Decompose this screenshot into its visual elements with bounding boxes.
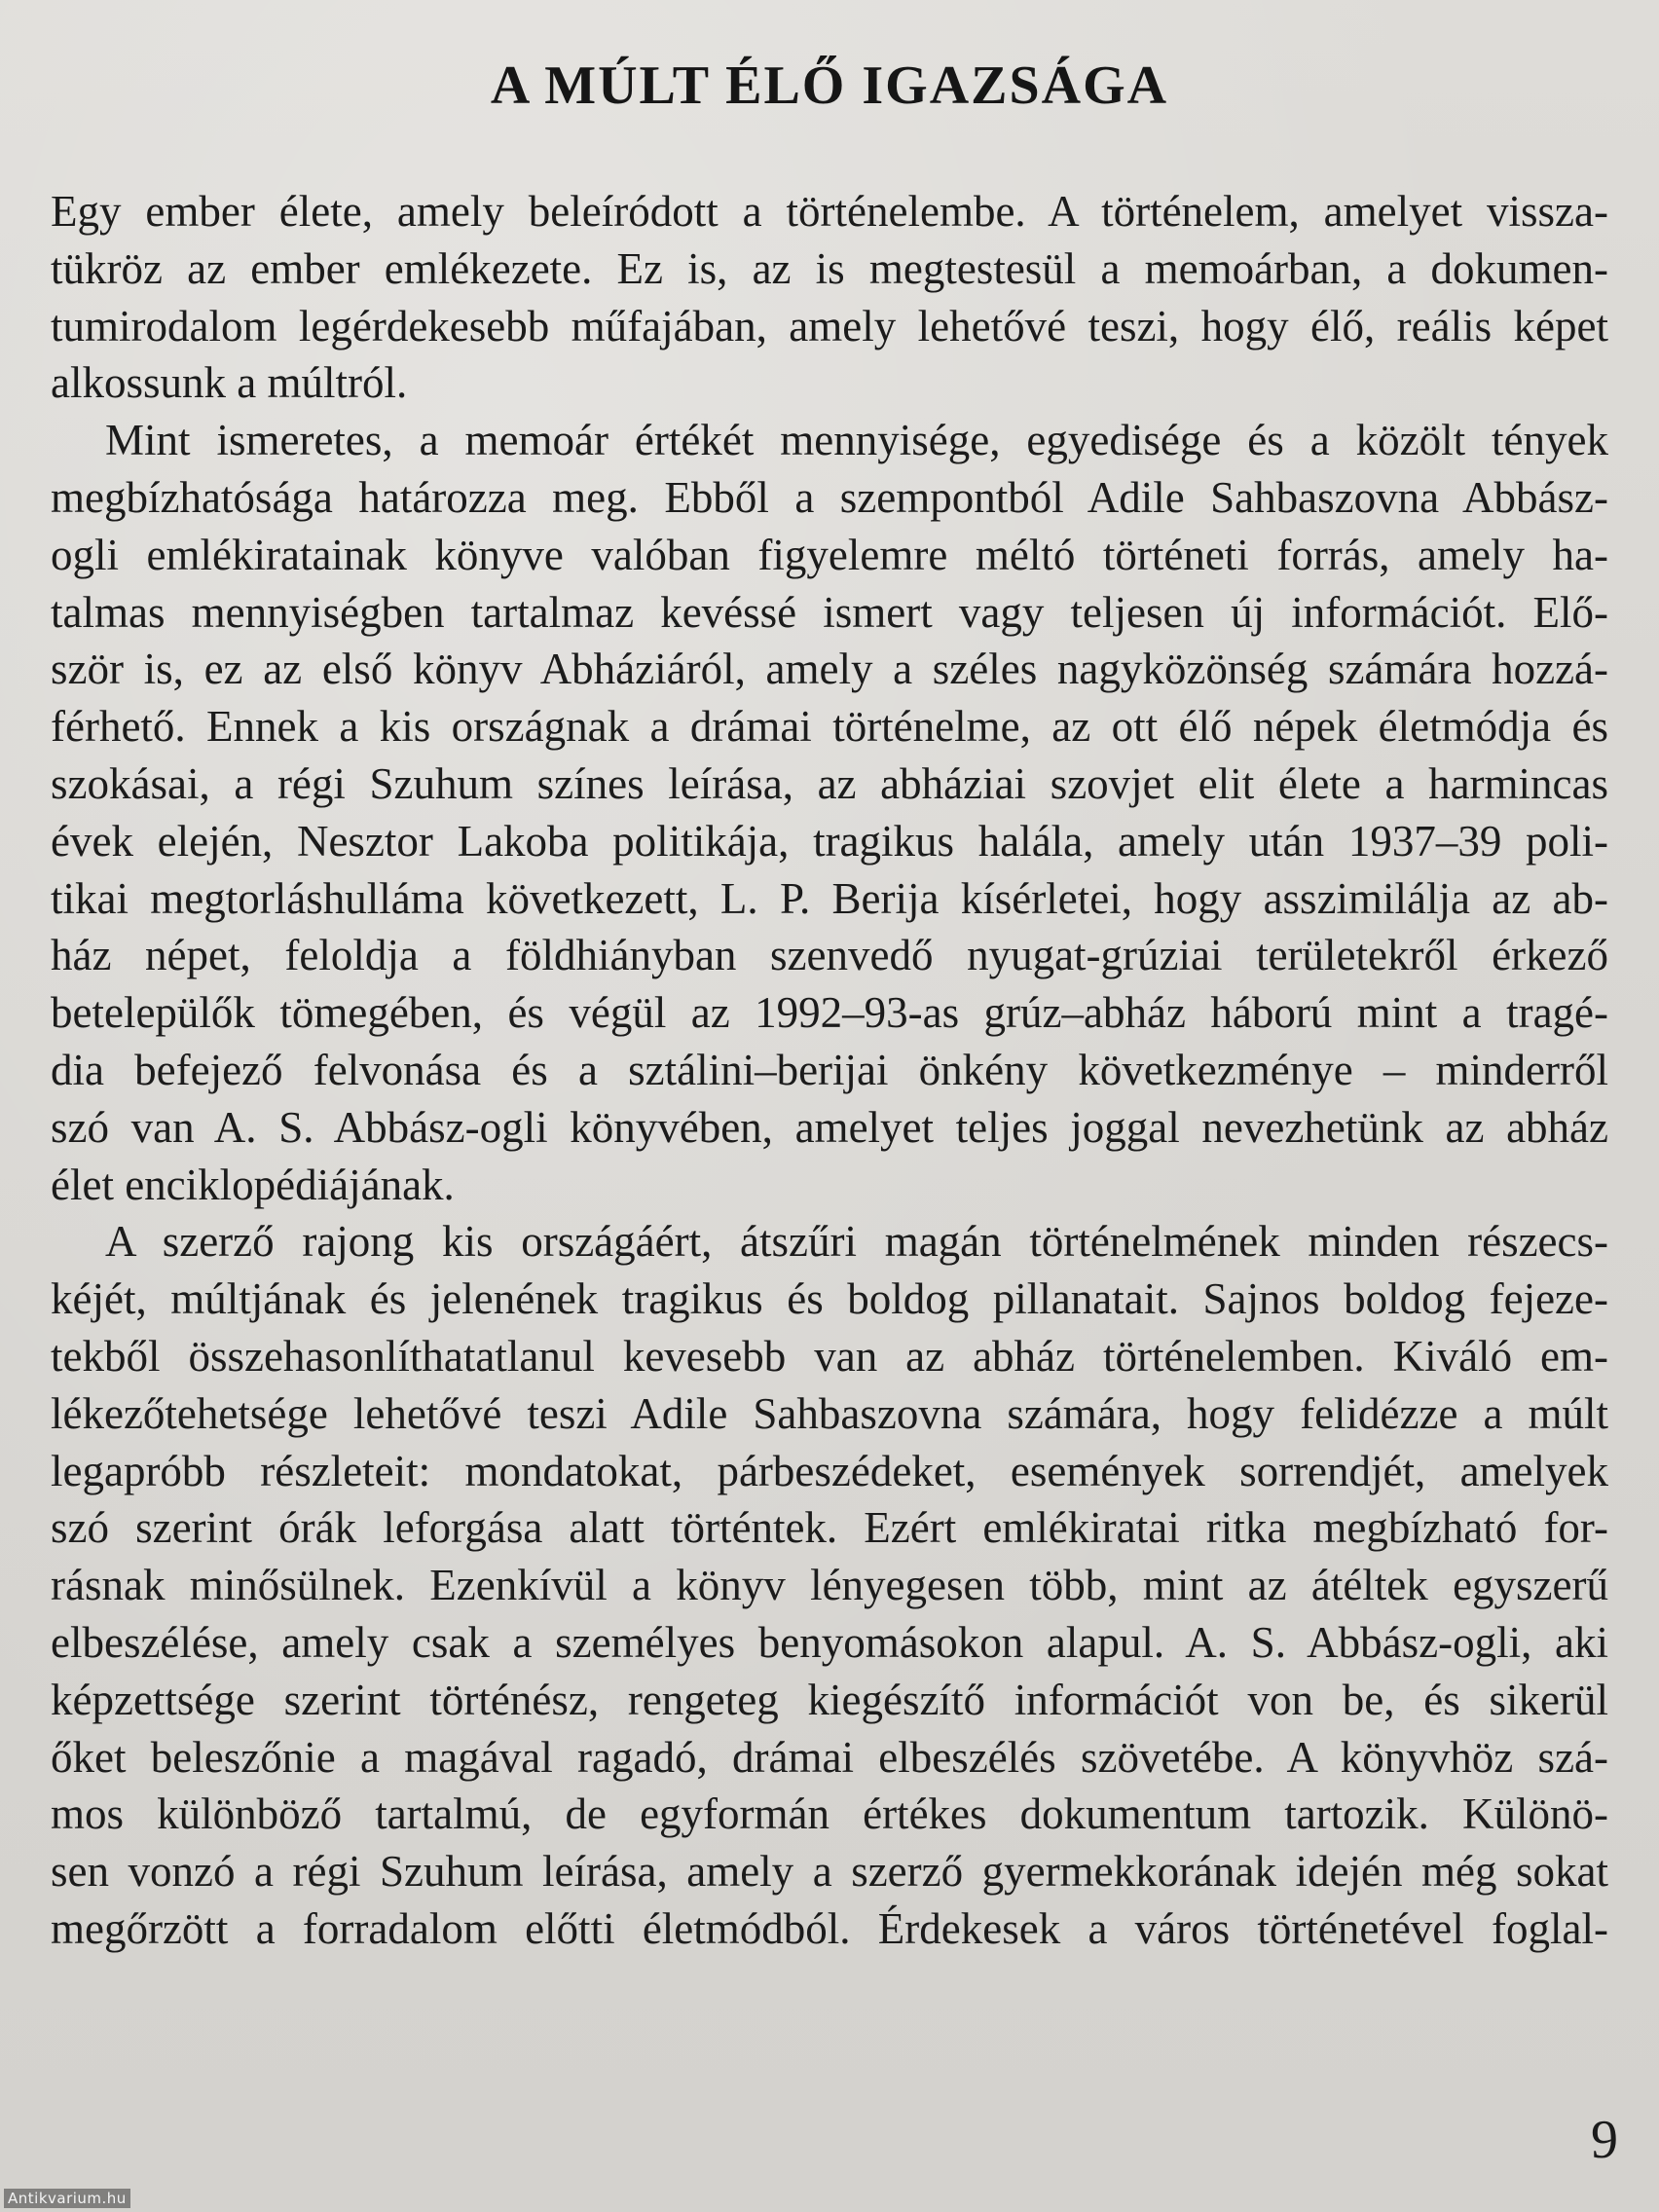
text-line: elbeszélése, amely csak a személyes benyomásokon alapul. A. S. Abbász-ogli, aki [51, 1617, 1608, 1667]
text-line: évek elején, Nesztor Lakoba politikája, tragikus halála, amely után 1937–39 poli- [51, 816, 1608, 866]
text-line: tikai megtorláshulláma következett, L. P. Berija kísérletei, hogy asszimilálja az ab- [51, 873, 1608, 923]
text-line: rásnak minősülnek. Ezenkívül a könyv lényegesen több, mint az átéltek egyszerű [51, 1561, 1608, 1610]
body-text [51, 183, 1608, 1958]
page-number: 9 [1591, 2110, 1618, 2170]
text-line: tükröz az ember emlékezete. Ez is, az is megtestesül a memoárban, a dokumen- [51, 243, 1608, 293]
text-line: alkossunk a múltról. [51, 358, 408, 408]
text-line: betelepülők tömegében, és végül az 1992–93-as grúz–abház háború mint a tragé- [51, 988, 1608, 1038]
text-line: szó van A. S. Abbász-ogli könyvében, amelyet teljes joggal nevezhetünk az abház [51, 1102, 1608, 1152]
text-line: megőrzött a forradalom előtti életmódból. Érdekesek a város történetével foglal- [51, 1903, 1608, 1953]
text-line: tekből összehasonlíthatatlanul kevesebb van az abház történelemben. Kiváló em- [51, 1331, 1608, 1381]
text-line: sen vonzó a régi Szuhum leírása, amely a szerző gyermekkorának idején még sokat [51, 1847, 1608, 1897]
paragraph-1 [51, 183, 1608, 412]
text-line: talmas mennyiségben tartalmaz kevéssé ismert vagy teljesen új információt. Elő- [51, 587, 1608, 637]
text-line: dia befejező felvonása és a sztálini–berijai önkény következménye – minderről [51, 1045, 1608, 1094]
text-line: Mint ismeretes, a memoár értékét mennyisége, egyedisége és a közölt tények [105, 416, 1608, 465]
text-line: lékezőtehetsége lehetővé teszi Adile Sahbaszovna számára, hogy felidézze a múlt [51, 1388, 1608, 1438]
text-line: legapróbb részleteit: mondatokat, párbeszédeket, események sorrendjét, amelyek [51, 1446, 1608, 1495]
text-line: Egy ember élete, amely beleíródott a történelembe. A történelem, amelyet vissza- [51, 187, 1608, 236]
text-line: kéjét, múltjának és jelenének tragikus és boldog pillanatait. Sajnos boldog fejeze- [51, 1274, 1608, 1324]
chapter-title: A MÚLT ÉLŐ IGAZSÁGA [490, 55, 1169, 116]
text-line: képzettsége szerint történész, rengeteg kiegészítő információt von be, és sikerül [51, 1675, 1608, 1724]
text-line: szó szerint órák leforgása alatt történtek. Ezért emlékiratai ritka megbízható for- [51, 1503, 1608, 1553]
text-line: ház népet, feloldja a földhiányban szenvedő nyugat-grúziai területekről érkező [51, 931, 1608, 980]
text-line: ször is, ez az első könyv Abháziáról, amely a széles nagyközönség számára hozzá- [51, 645, 1608, 694]
text-line: szokásai, a régi Szuhum színes leírása, az abháziai szovjet elit élete a harmincas [51, 758, 1608, 808]
text-line: őket beleszőnie a magával ragadó, drámai elbeszélés szövetébe. A könyvhöz szá- [51, 1732, 1608, 1782]
text-line: A szerző rajong kis országáért, átszűri magán történelmének minden részecs- [105, 1217, 1608, 1267]
text-line: ogli emlékiratainak könyve valóban figyelemre méltó történeti forrás, amely ha- [51, 530, 1608, 579]
text-line: tumirodalom legérdekesebb műfajában, amely lehetővé teszi, hogy élő, reális képet [51, 301, 1608, 350]
text-line: férhető. Ennek a kis országnak a drámai történelme, az ott élő népek életmódja és [51, 702, 1608, 752]
paragraph-2 [51, 412, 1608, 1213]
paragraph-3 [51, 1213, 1608, 1957]
text-line: megbízhatósága határozza meg. Ebből a szempontból Adile Sahbaszovna Abbász- [51, 472, 1608, 522]
text-line: mos különböző tartalmú, de egyformán értékes dokumentum tartozik. Különö- [51, 1789, 1608, 1839]
text-line: élet enciklopédiájának. [51, 1160, 455, 1209]
watermark: Antikvarium.hu [4, 2189, 130, 2208]
